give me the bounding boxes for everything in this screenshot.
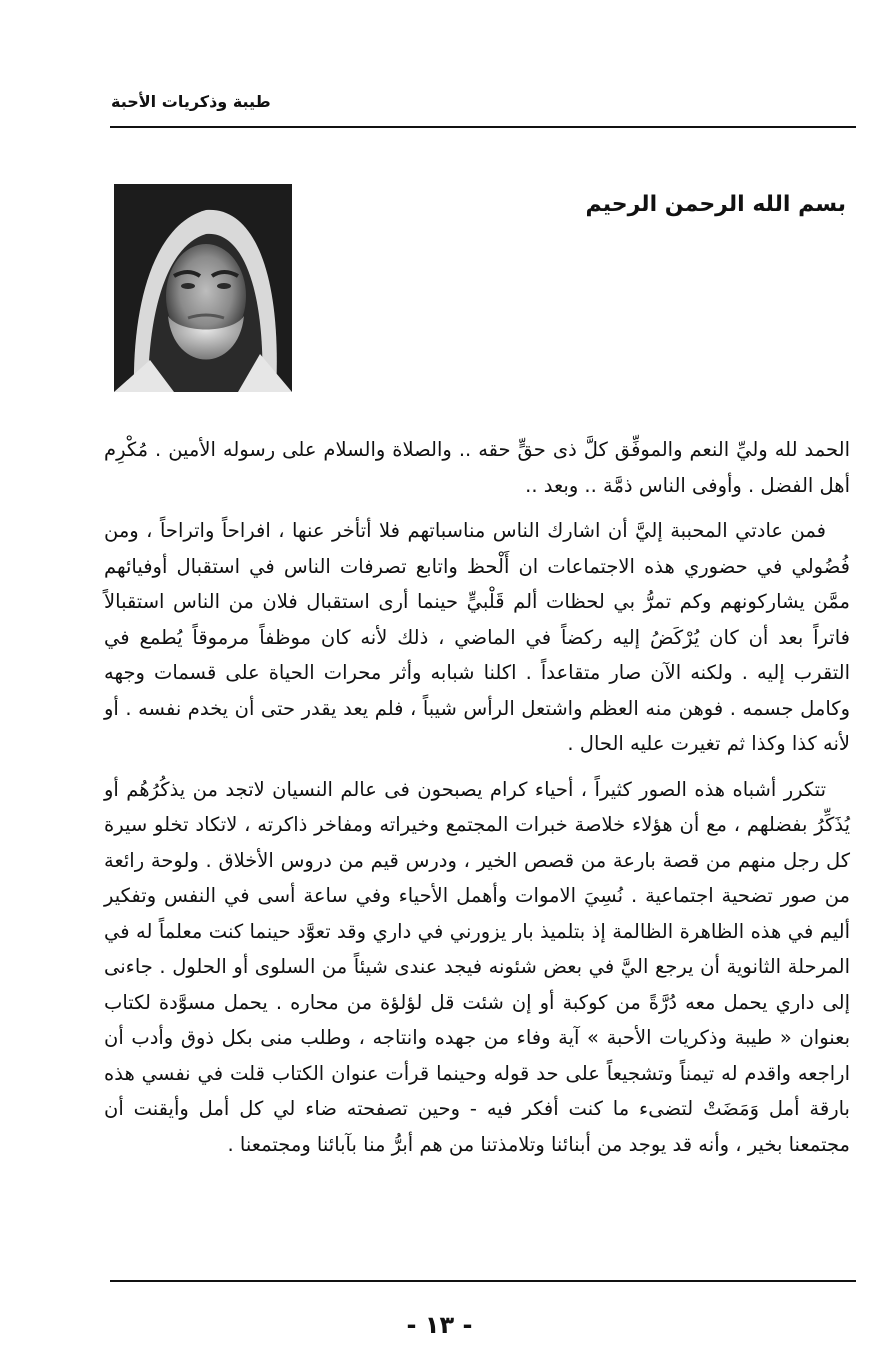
body-text — [104, 432, 850, 1162]
page-number: - ١٣ - — [406, 1311, 473, 1339]
running-header-title: طيبة وذكريات الأحبة — [111, 92, 271, 111]
paragraph-forgotten: تتكرر أشباه هذه الصور كثيراً ، أحياء كرام يصبحون فى عالم النسيان لاتجد من يذكُرُهُم أو يُذَكِّرُ بفضلهم ، مع أن هؤلاء خلاصة خبرات المجتمع وخيراته ومفاخر ذاكرته ، لاتكاد تخلو سيرة كل رجل منهم من قصة بارعة من قصص الخير ، ودرس قيم من دروس الأخلاق . ولوحة رائعة من صور تضحية اجتماعية . نُسِيَ الاموات وأهمل الأحياء وفي ساعة أسى في النفس وتفكير أليم في هذه الظاهرة الظالمة إذ بتلميذ بار يزورني في داري وقد تعوَّد حينما كنت معلماً له في المرحلة الثانوية أن يرجع اليَّ في بعض شئونه فيجد عندى شيئاً من السلوى أو الحلول . جاءنى إلى داري يحمل معه دُرَّةً من كوكبة أو إن شئت قل لؤلؤة من محاره . يحمل مسوَّدة لكتاب بعنوان « طيبة وذكريات الأحبة » آية وفاء من جهده وانتاجه ، وطلب منى بكل ذوق وأدب أن اراجعه واقدم له تيمناً وتشجيعاً على حد قوله وحينما قرأت عنوان الكتاب قلت في نفسي هذه بارقة أمل وَمَضَتْ لتضىء ما كنت أفكر فيه - وحين تصفحته ضاء لي كل أمل وأيقنت أن مجتمعنا بخير ، وأنه قد يوجد من أبنائنا وتلامذتنا من هم أبرُّ منا بآبائنا ومجتمعنا . — [104, 777, 850, 1156]
footer-rule — [110, 1280, 856, 1282]
header-rule — [110, 126, 856, 128]
basmala-heading: بسم الله الرحمن الرحيم — [585, 192, 846, 217]
paragraph-opening: الحمد لله وليِّ النعم والموفِّق كلَّ ذى حقٍّ حقه .. والصلاة والسلام على رسوله الأمين . مُكْرِم أهل الفضل . وأوفى الناس ذمَّة .. وبعد .. — [104, 438, 850, 497]
paragraph-habit: فمن عادتي المحببة إليَّ أن اشارك الناس مناسباتهم فلا أتأخر عنها ، افراحاً واتراحاً ، ومن فُضُولي في حضوري هذه الاجتماعات ان أَلْحظ واتابع تصرفات الناس في استقبال أوفيائهم ممَّن يشاركونهم وكم تمرُّ بي لحظات ألم قَلْبيٍّ حينما أرى استقبال فلان من الناس استقبالاً فاتراً بعد أن كان يُرْكَضُ إليه ركضاً في الماضي ، ذلك لأنه كان موظفاً مرموقاً يُطمع في التقرب إليه . ولكنه الآن صار متقاعداً . اكلنا شبابه وأثر محرات الحياة على قسمات وجهه وكامل جسمه . فوهن منه العظم واشتعل الرأس شيباً ، فلم يعد يقدر حتى أن يخدم نفسه . أو لأنه كذا وكذا ثم تغيرت عليه الحال . — [104, 519, 850, 755]
author-portrait — [114, 184, 292, 392]
